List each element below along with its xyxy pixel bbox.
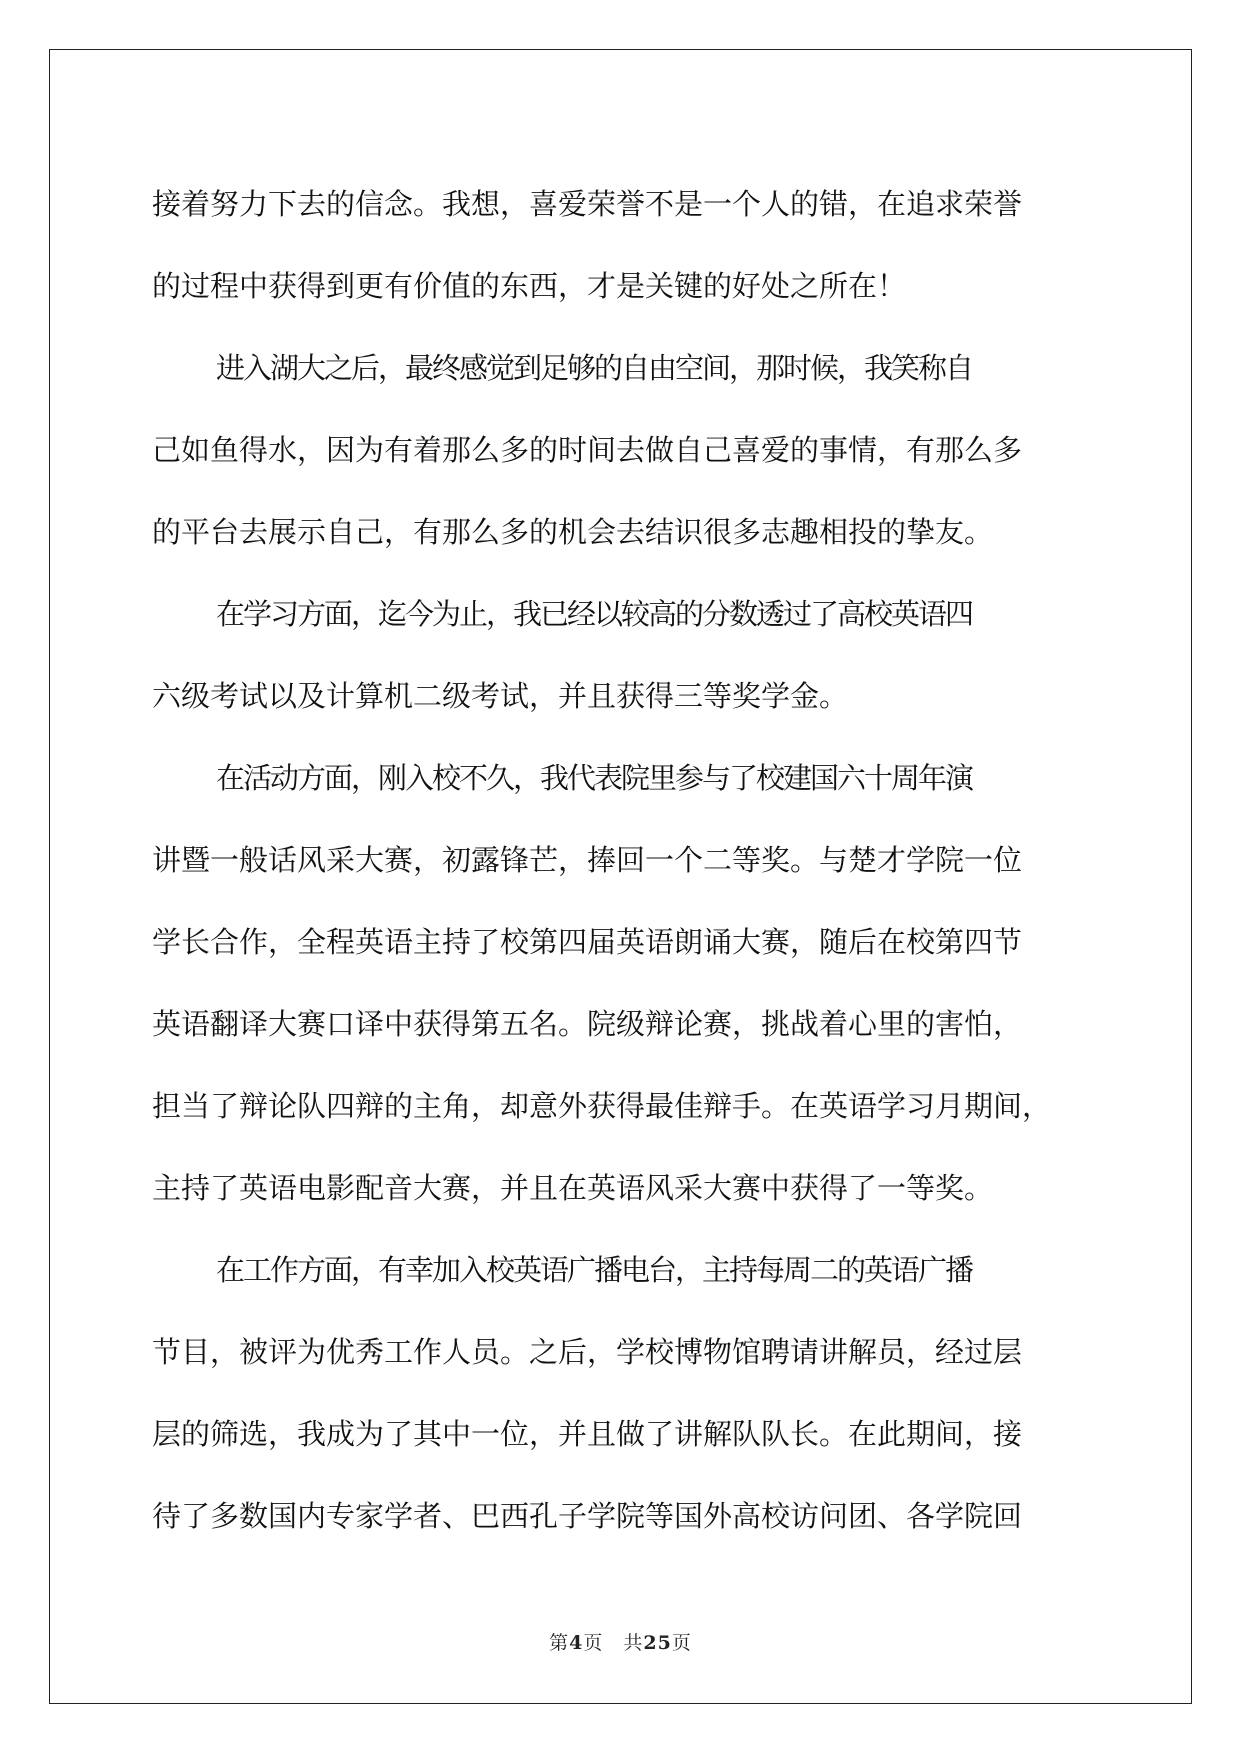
page-footer xyxy=(0,1628,1241,1655)
text-line: 六级考试以及计算机二级考试，并且获得三等奖学金。 xyxy=(152,679,849,713)
text-line: 待了多数国内专家学者、巴西孔子学院等国外高校访问团、各学院回 xyxy=(152,1499,1023,1533)
text-line: 己如鱼得水，因为有着那么多的时间去做自己喜爱的事情，有那么多 xyxy=(152,433,1023,467)
text-line: 在学习方面，迄今为止，我已经以较高的分数透过了高校英语四 xyxy=(216,597,973,631)
text-line: 担当了辩论队四辩的主角，却意外获得最佳辩手。在英语学习月期间， xyxy=(152,1089,1052,1123)
text-line: 英语翻译大赛口译中获得第五名。院级辩论赛，挑战着心里的害怕， xyxy=(152,1007,1023,1041)
text-line: 讲暨一般话风采大赛，初露锋芒，捧回一个二等奖。与楚才学院一位 xyxy=(152,843,1023,877)
page-suffix: 页 xyxy=(583,1632,604,1654)
text-line: 层的筛选，我成为了其中一位，并且做了讲解队队长。在此期间，接 xyxy=(152,1417,1023,1451)
text-line: 的平台去展示自己，有那么多的机会去结识很多志趣相投的挚友。 xyxy=(152,515,994,549)
text-line: 在活动方面，刚入校不久，我代表院里参与了校建国六十周年演 xyxy=(216,761,973,795)
total-page-number: 25 xyxy=(643,1632,672,1654)
text-line: 节目，被评为优秀工作人员。之后，学校博物馆聘请讲解员，经过层 xyxy=(152,1335,1023,1369)
page-prefix: 第 xyxy=(549,1632,570,1654)
text-line: 进入湖大之后，最终感觉到足够的自由空间，那时候，我笑称自 xyxy=(216,351,973,385)
text-line: 在工作方面，有幸加入校英语广播电台，主持每周二的英语广播 xyxy=(216,1253,973,1287)
text-line: 接着努力下去的信念。我想，喜爱荣誉不是一个人的错，在追求荣誉 xyxy=(152,187,1023,221)
text-line: 的过程中获得到更有价值的东西，才是关键的好处之所在！ xyxy=(152,269,907,303)
text-line: 主持了英语电影配音大赛，并且在英语风采大赛中获得了一等奖。 xyxy=(152,1171,994,1205)
current-page-number: 4 xyxy=(569,1632,584,1654)
total-suffix: 页 xyxy=(671,1632,692,1654)
text-line: 学长合作，全程英语主持了校第四届英语朗诵大赛，随后在校第四节 xyxy=(152,925,1023,959)
total-prefix: 共 xyxy=(623,1632,644,1654)
document-body xyxy=(152,163,1092,1557)
